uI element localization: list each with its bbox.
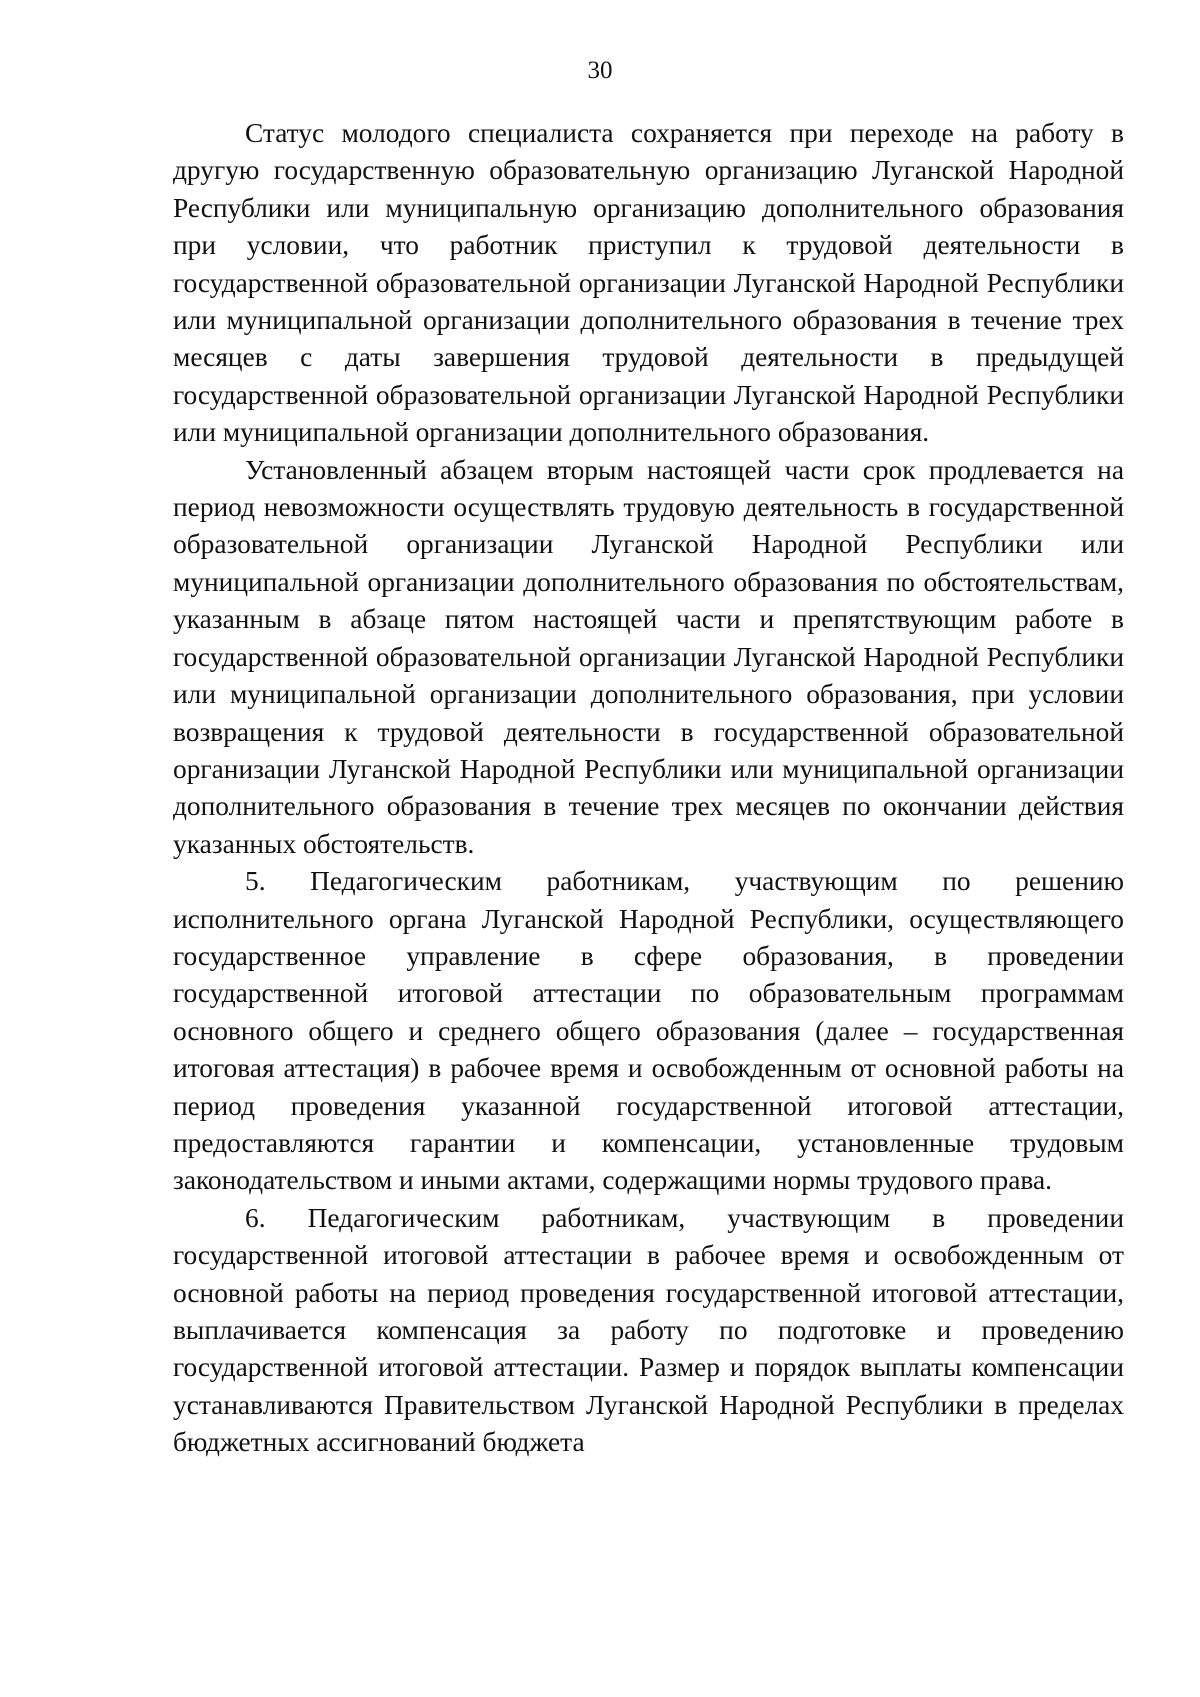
paragraph-young-specialist-status: Статус молодого специалиста сохраняется при переходе на работу в другую государственную образовательную организацию Луганской Народной Республики или муниципальную организацию дополнительного образования при условии, что работник приступил к трудовой деятельности в государственной образовательной организации Луганской Народной Республики или муниципальной организации дополнительного образования в течение трех месяцев с даты завершения трудовой деятельности в предыдущей государственной образовательной организации Луганской Народной Республики или муниципальной организации дополнительного образования. (173, 118, 1124, 448)
document-body (173, 115, 1124, 1462)
paragraph-item-5: 5. Педагогическим работникам, участвующим по решению исполнительного органа Луганской Народной Республики, осуществляющего государственное управление в сфере образования, в проведении государственной итоговой аттестации по образовательным программам основного общего и среднего общего образования (далее – государственная итоговая аттестация) в рабочее время и освобожденным от основной работы на период проведения указанной государственной итоговой аттестации, предоставляются гарантии и компенсации, установленные трудовым законодательством и иными актами, содержащими нормы трудового права. (173, 866, 1124, 1196)
page-number: 30 (587, 57, 613, 84)
paragraph-item-6: 6. Педагогическим работникам, участвующим в проведении государственной итоговой аттестации в рабочее время и освобожденным от основной работы на период проведения государственной итоговой аттестации, выплачивается компенсация за работу по подготовке и проведению государственной итоговой аттестации. Размер и порядок выплаты компенсации устанавливаются Правительством Луганской Народной Республики в пределах бюджетных ассигнований бюджета (173, 1202, 1124, 1458)
paragraph-term-extension: Установленный абзацем вторым настоящей части срок продлевается на период невозможности осуществлять трудовую деятельность в государственной образовательной организации Луганской Народной Республики или муниципальной организации дополнительного образования по обстоятельствам, указанным в абзаце пятом настоящей части и препятствующим работе в государственной образовательной организации Луганской Народной Республики или муниципальной организации дополнительного образования, при условии возвращения к трудовой деятельности в государственной образовательной организации Луганской Народной Республики или муниципальной организации дополнительного образования в течение трех месяцев по окончании действия указанных обстоятельств. (173, 454, 1124, 859)
